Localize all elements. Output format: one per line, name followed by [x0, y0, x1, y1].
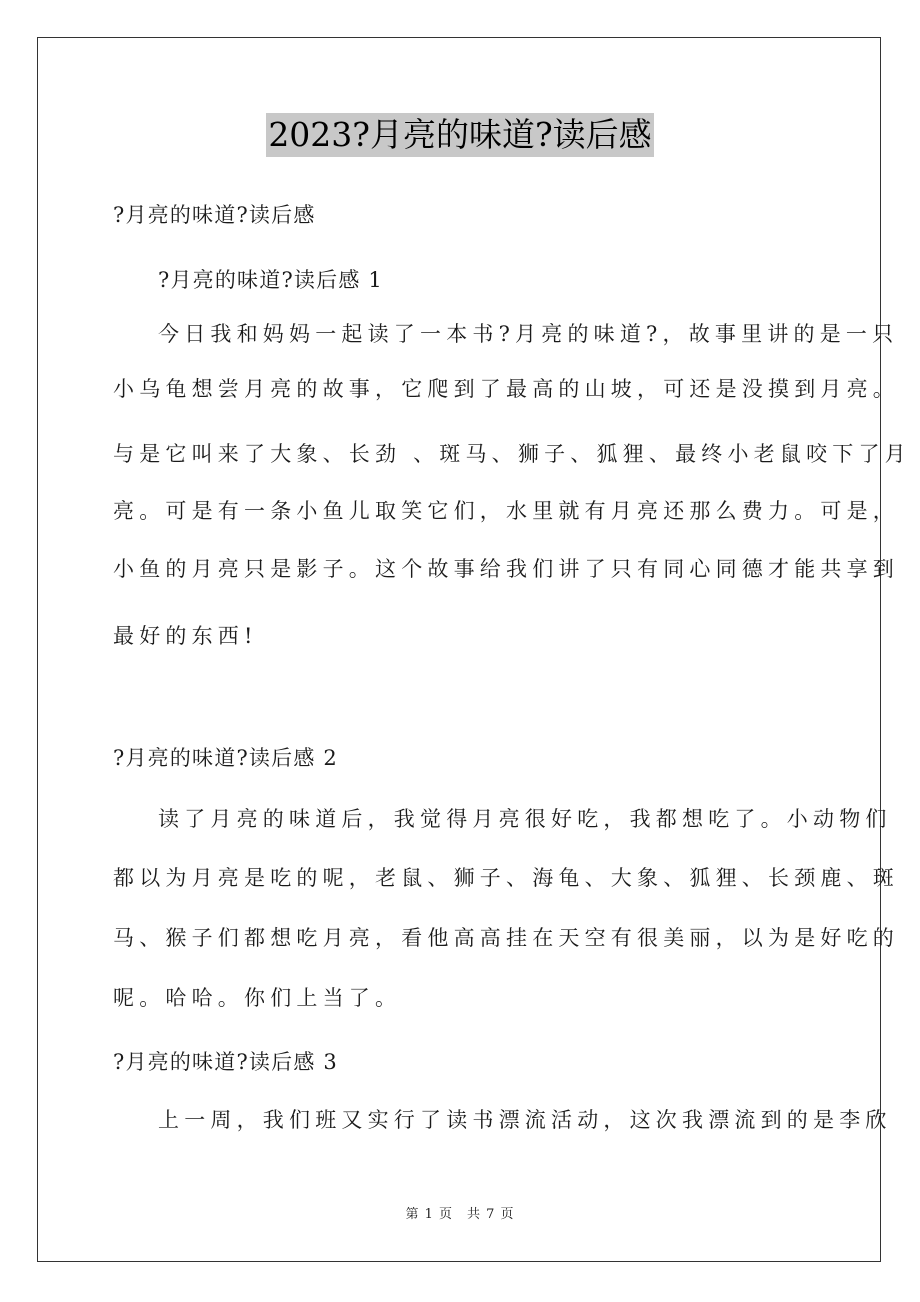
paragraph-line: 马、猴子们都想吃月亮，看他高高挂在天空有很美丽，以为是好吃的 [113, 926, 899, 950]
page-number: 第 1 页 [405, 1207, 453, 1222]
title-container [0, 113, 920, 157]
section-heading-1: ?月亮的味道?读后感 1 [158, 268, 383, 292]
document-title: 2023?月亮的味道?读后感 [266, 113, 653, 157]
paragraph-line: 小乌龟想尝月亮的故事，它爬到了最高的山坡，可还是没摸到月亮。 [113, 377, 899, 401]
paragraph-line: 与是它叫来了大象、长劲 、斑马、狮子、狐狸、最终小老鼠咬下了月 [113, 442, 911, 466]
paragraph-line: 呢。哈哈。你们上当了。 [113, 986, 402, 1010]
paragraph-line: 亮。可是有一条小鱼儿取笑它们，水里就有月亮还那么费力。可是， [113, 499, 899, 523]
document-subtitle: ?月亮的味道?读后感 [113, 203, 316, 227]
section-heading-3: ?月亮的味道?读后感 3 [113, 1050, 338, 1074]
paragraph-line: 最好的东西! [113, 624, 258, 648]
paragraph-line: 上一周，我们班又实行了读书漂流活动，这次我漂流到的是李欣 [158, 1108, 892, 1132]
paragraph-line: 小鱼的月亮只是影子。这个故事给我们讲了只有同心同德才能共享到 [113, 557, 899, 581]
paragraph-line: 都以为月亮是吃的呢，老鼠、狮子、海龟、大象、狐狸、长颈鹿、斑 [113, 866, 899, 890]
page-footer [0, 1206, 920, 1224]
section-heading-2: ?月亮的味道?读后感 2 [113, 746, 338, 770]
page-total: 共 7 页 [467, 1207, 515, 1222]
paragraph-line: 读了月亮的味道后，我觉得月亮很好吃，我都想吃了。小动物们 [158, 807, 892, 831]
paragraph-line: 今日我和妈妈一起读了一本书?月亮的味道?，故事里讲的是一只 [158, 322, 899, 346]
